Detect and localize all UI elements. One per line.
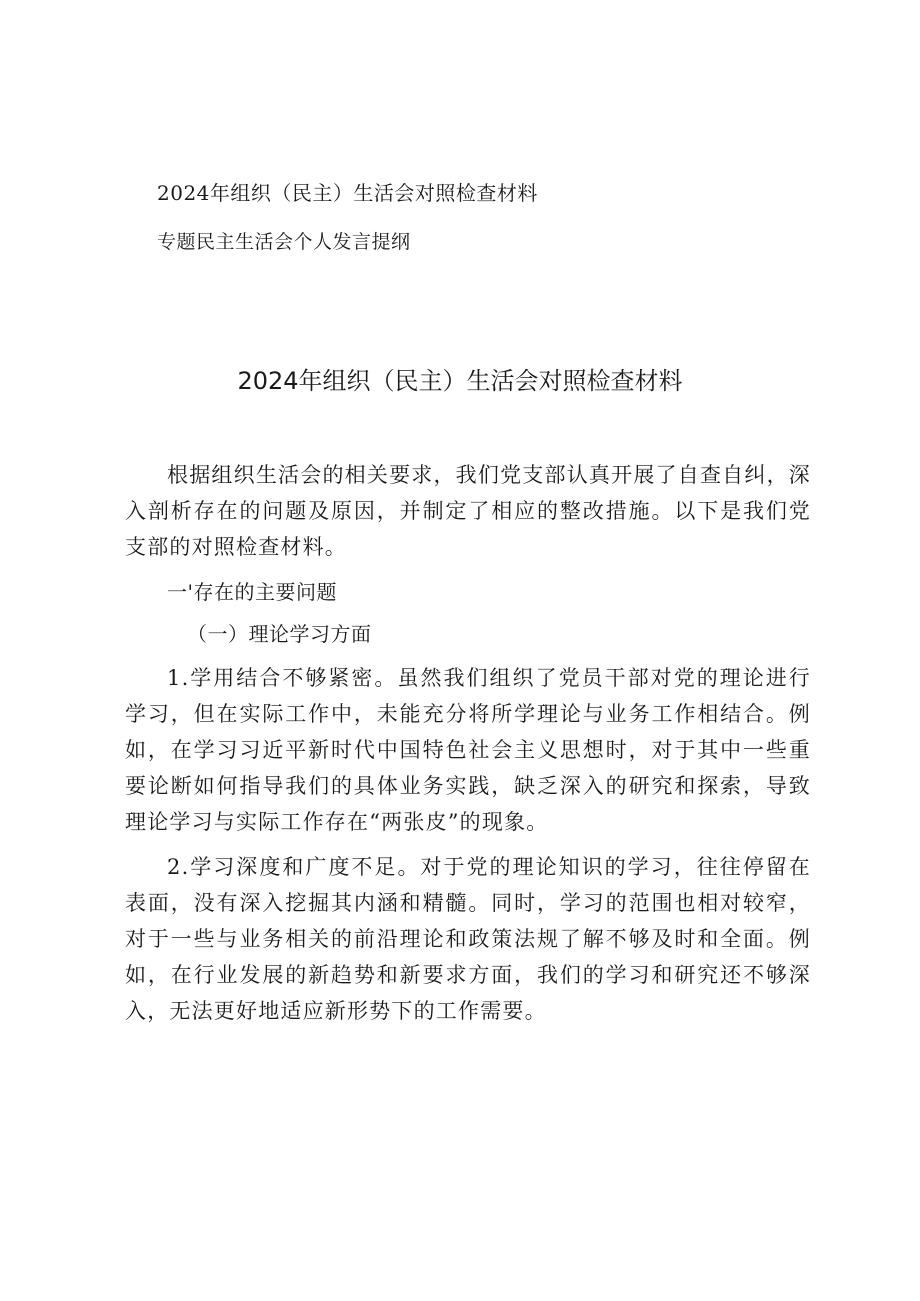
section-heading: 一'存在的主要问题	[167, 580, 337, 604]
document-body	[125, 457, 811, 1038]
list-item-1-number: 1	[167, 666, 182, 690]
list-item-2-number: 2	[167, 855, 182, 879]
list-item-2-text: .学习深度和广度不足。对于党的理论知识的学习，往往停留在表面，没有深入挖掘其内涵和精髓。同时，学习的范围也相对较窄，对于一些与业务相关的前沿理论和政策法规了解不够及时和全面。例如，在行业发展的新趋势和新要求方面，我们的学习和研究还不够深入，无法更好地适应新形势下的工作需要。	[125, 855, 811, 1023]
document-title: 2024年组织（民主）生活会对照检查材料	[237, 367, 683, 395]
toc-item-1[interactable]: 2024年组织（民主）生活会对照检查材料	[157, 181, 538, 205]
intro-paragraph: 根据组织生活会的相关要求，我们党支部认真开展了自查自纠，深入剖析存在的问题及原因，并制定了相应的整改措施。以下是我们党支部的对照检查材料。	[125, 463, 811, 559]
toc-item-2[interactable]: 专题民主生活会个人发言提纲	[157, 231, 411, 253]
list-item-1-text: .学用结合不够紧密。虽然我们组织了党员干部对党的理论进行学习，但在实际工作中，未能充分将所学理论与业务工作相结合。例如，在学习习近平新时代中国特色社会主义思想时，对于其中一些重要论断如何指导我们的具体业务实践，缺乏深入的研究和探索，导致理论学习与实际工作存在“两张皮”的现象。	[125, 666, 811, 834]
table-of-contents	[157, 178, 777, 276]
list-item-2	[125, 849, 811, 1029]
list-item-1	[125, 660, 811, 840]
subsection-heading: （一）理论学习方面	[187, 622, 372, 646]
